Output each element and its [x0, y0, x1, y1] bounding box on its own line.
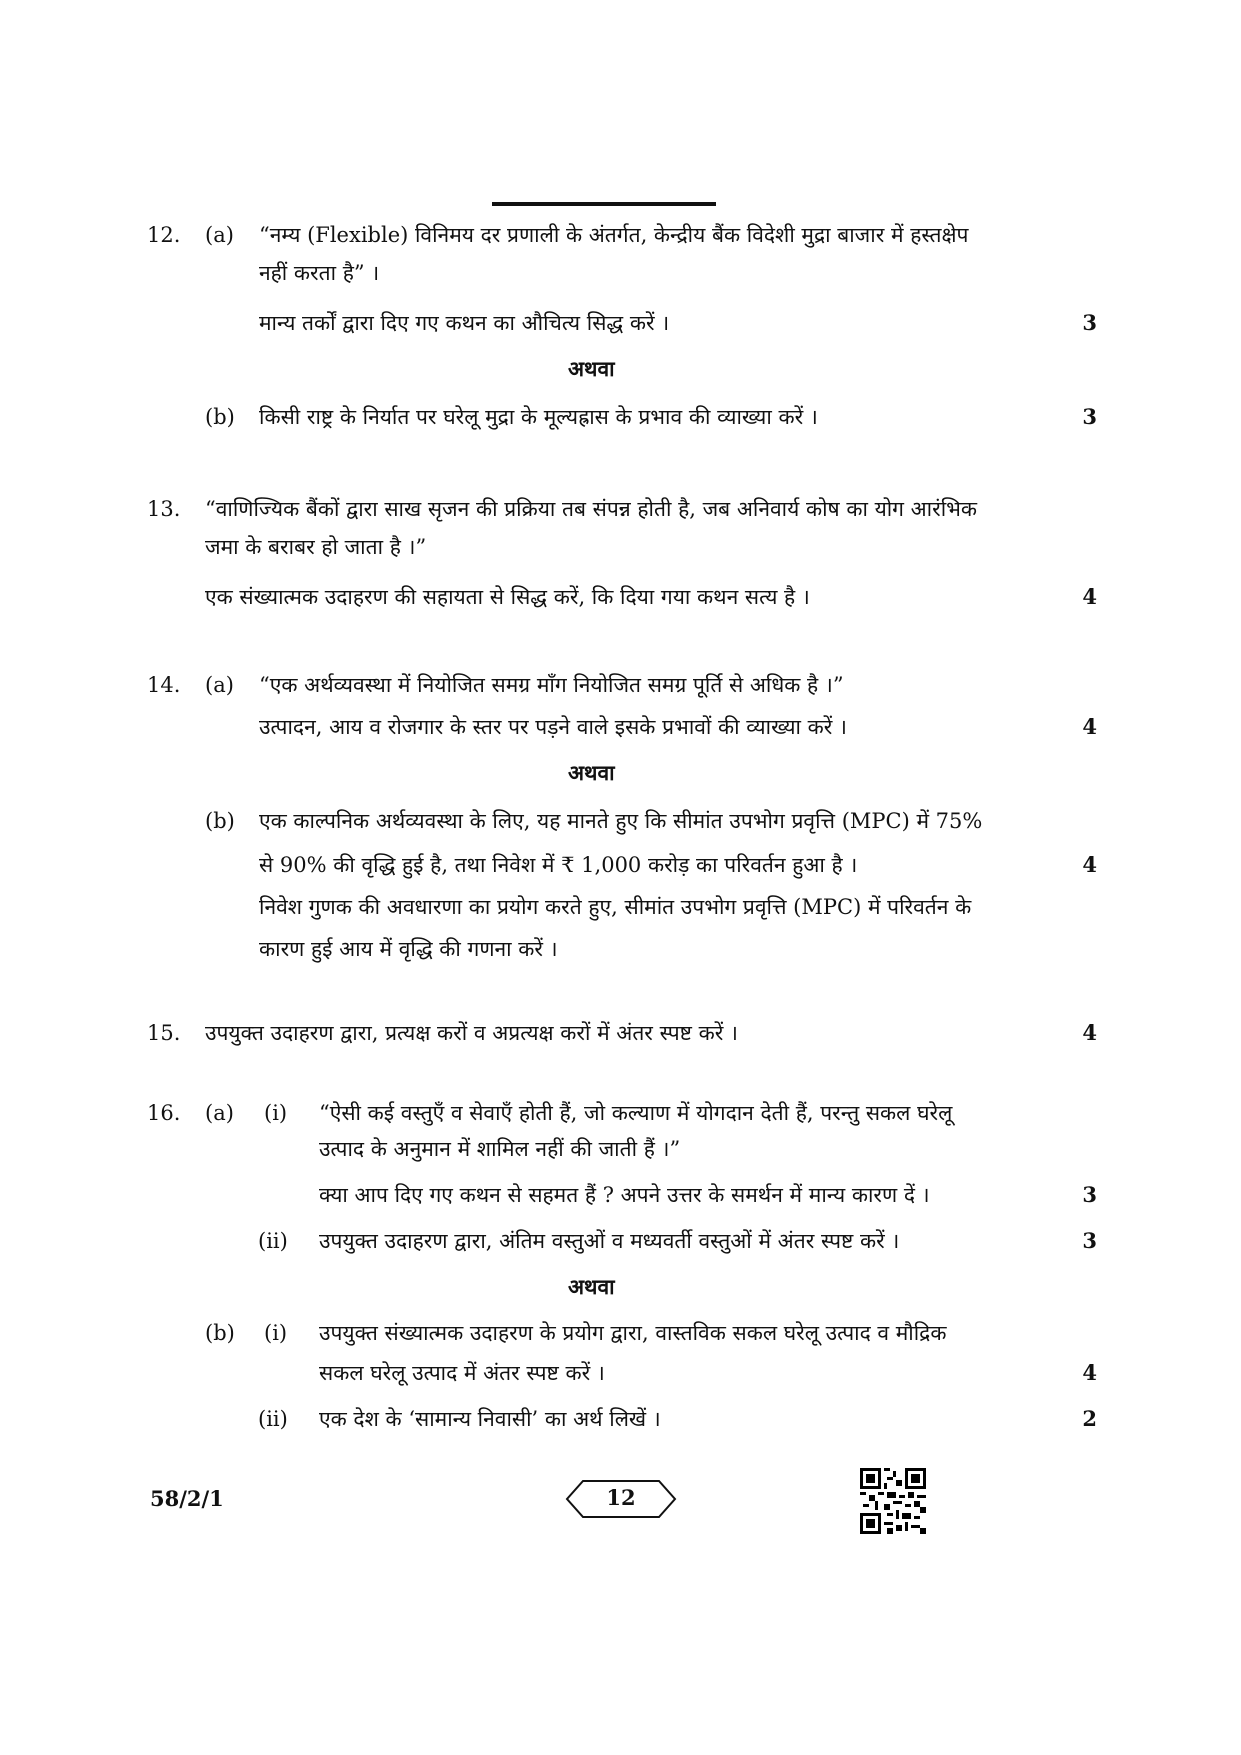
q12-a-line: “नम्य (Flexible) विनिमय दर प्रणाली के अंतर्गत, केन्द्रीय बैंक विदेशी मुद्रा बाजार में हस्तक्षेप	[259, 223, 969, 247]
q12-a-line: मान्य तर्कों द्वारा दिए गए कथन का औचित्य सिद्ध करें ।	[259, 311, 670, 335]
q16-or-label: अथवा	[568, 1274, 615, 1299]
q16-a-i-line: उत्पाद के अनुमान में शामिल नहीं की जाती हैं ।”	[319, 1137, 681, 1161]
q16-number: 16.	[147, 1101, 181, 1125]
q16-a-ii-label: (ii)	[258, 1229, 288, 1253]
q14-number: 14.	[147, 673, 181, 697]
q16-b-ii-marks: 2	[1082, 1406, 1097, 1431]
q14-b-line: कारण हुई आय में वृद्धि की गणना करें ।	[259, 937, 558, 961]
paper-code: 58/2/1	[150, 1486, 224, 1511]
q14-b-label: (b)	[205, 809, 235, 833]
q16-b-ii-line: एक देश के ‘सामान्य निवासी’ का अर्थ लिखें ।	[319, 1407, 661, 1431]
q16-b-label: (b)	[205, 1321, 235, 1345]
q16-a-i-line: “ऐसी कई वस्तुएँ व सेवाएँ होती हैं, जो कल्याण में योगदान देती हैं, परन्तु सकल घरेलू	[319, 1101, 953, 1125]
q14-a-label: (a)	[205, 673, 234, 697]
q16-a-i-line: क्या आप दिए गए कथन से सहमत हैं ? अपने उत्तर के समर्थन में मान्य कारण दें ।	[319, 1183, 930, 1207]
q12-b-line: किसी राष्ट्र के निर्यात पर घरेलू मुद्रा के मूल्यह्रास के प्रभाव की व्याख्या करें ।	[259, 405, 818, 429]
q14-b-line: से 90% की वृद्धि हुई है, तथा निवेश में ₹ 1,000 करोड़ का परिवर्तन हुआ है ।	[259, 853, 858, 877]
q12-number: 12.	[147, 223, 181, 247]
q15-number: 15.	[147, 1021, 181, 1045]
q14-or-label: अथवा	[568, 760, 615, 785]
top-divider	[492, 202, 716, 206]
q12-a-line: नहीं करता है” ।	[259, 261, 380, 285]
qr-code-icon	[860, 1468, 926, 1534]
q16-b-i-line: सकल घरेलू उत्पाद में अंतर स्पष्ट करें ।	[319, 1361, 605, 1385]
q12-b-label: (b)	[205, 405, 235, 429]
page-number-badge	[565, 1479, 677, 1519]
q13-line: “वाणिज्यिक बैंकों द्वारा साख सृजन की प्रक्रिया तब संपन्न होती है, जब अनिवार्य कोष का योग आरंभिक	[205, 497, 978, 521]
q13-line: एक संख्यात्मक उदाहरण की सहायता से सिद्ध करें, कि दिया गया कथन सत्य है ।	[205, 585, 810, 609]
q16-a-i-label: (i)	[264, 1101, 288, 1125]
q12-a-label: (a)	[205, 223, 234, 247]
q14-b-line: एक काल्पनिक अर्थव्यवस्था के लिए, यह मानते हुए कि सीमांत उपभोग प्रवृत्ति (MPC) में 75%	[259, 809, 983, 833]
page-number: 12	[606, 1485, 636, 1510]
q15-line: उपयुक्त उदाहरण द्वारा, प्रत्यक्ष करों व अप्रत्यक्ष करों में अंतर स्पष्ट करें ।	[205, 1021, 738, 1045]
q12-a-marks: 3	[1082, 310, 1097, 335]
q16-a-ii-marks: 3	[1082, 1228, 1097, 1253]
q13-number: 13.	[147, 497, 181, 521]
q16-b-i-label: (i)	[264, 1321, 288, 1345]
q16-a-i-marks: 3	[1082, 1182, 1097, 1207]
q13-marks: 4	[1082, 584, 1097, 609]
q16-b-i-marks: 4	[1082, 1360, 1097, 1385]
q16-b-ii-label: (ii)	[258, 1407, 288, 1431]
q12-or-label: अथवा	[568, 356, 615, 381]
q16-a-ii-line: उपयुक्त उदाहरण द्वारा, अंतिम वस्तुओं व मध्यवर्ती वस्तुओं में अंतर स्पष्ट करें ।	[319, 1229, 900, 1253]
q15-marks: 4	[1082, 1020, 1097, 1045]
q14-a-line: उत्पादन, आय व रोजगार के स्तर पर पड़ने वाले इसके प्रभावों की व्याख्या करें ।	[259, 715, 848, 739]
q16-b-i-line: उपयुक्त संख्यात्मक उदाहरण के प्रयोग द्वारा, वास्तविक सकल घरेलू उत्पाद व मौद्रिक	[319, 1321, 947, 1345]
q13-line: जमा के बराबर हो जाता है ।”	[205, 535, 427, 559]
q14-b-line: निवेश गुणक की अवधारणा का प्रयोग करते हुए, सीमांत उपभोग प्रवृत्ति (MPC) में परिवर्तन के	[259, 895, 972, 919]
q12-b-marks: 3	[1082, 404, 1097, 429]
q16-a-label: (a)	[205, 1101, 234, 1125]
q14-a-line: “एक अर्थव्यवस्था में नियोजित समग्र माँग नियोजित समग्र पूर्ति से अधिक है ।”	[259, 673, 844, 697]
q14-a-marks: 4	[1082, 714, 1097, 739]
q14-b-marks: 4	[1082, 852, 1097, 877]
